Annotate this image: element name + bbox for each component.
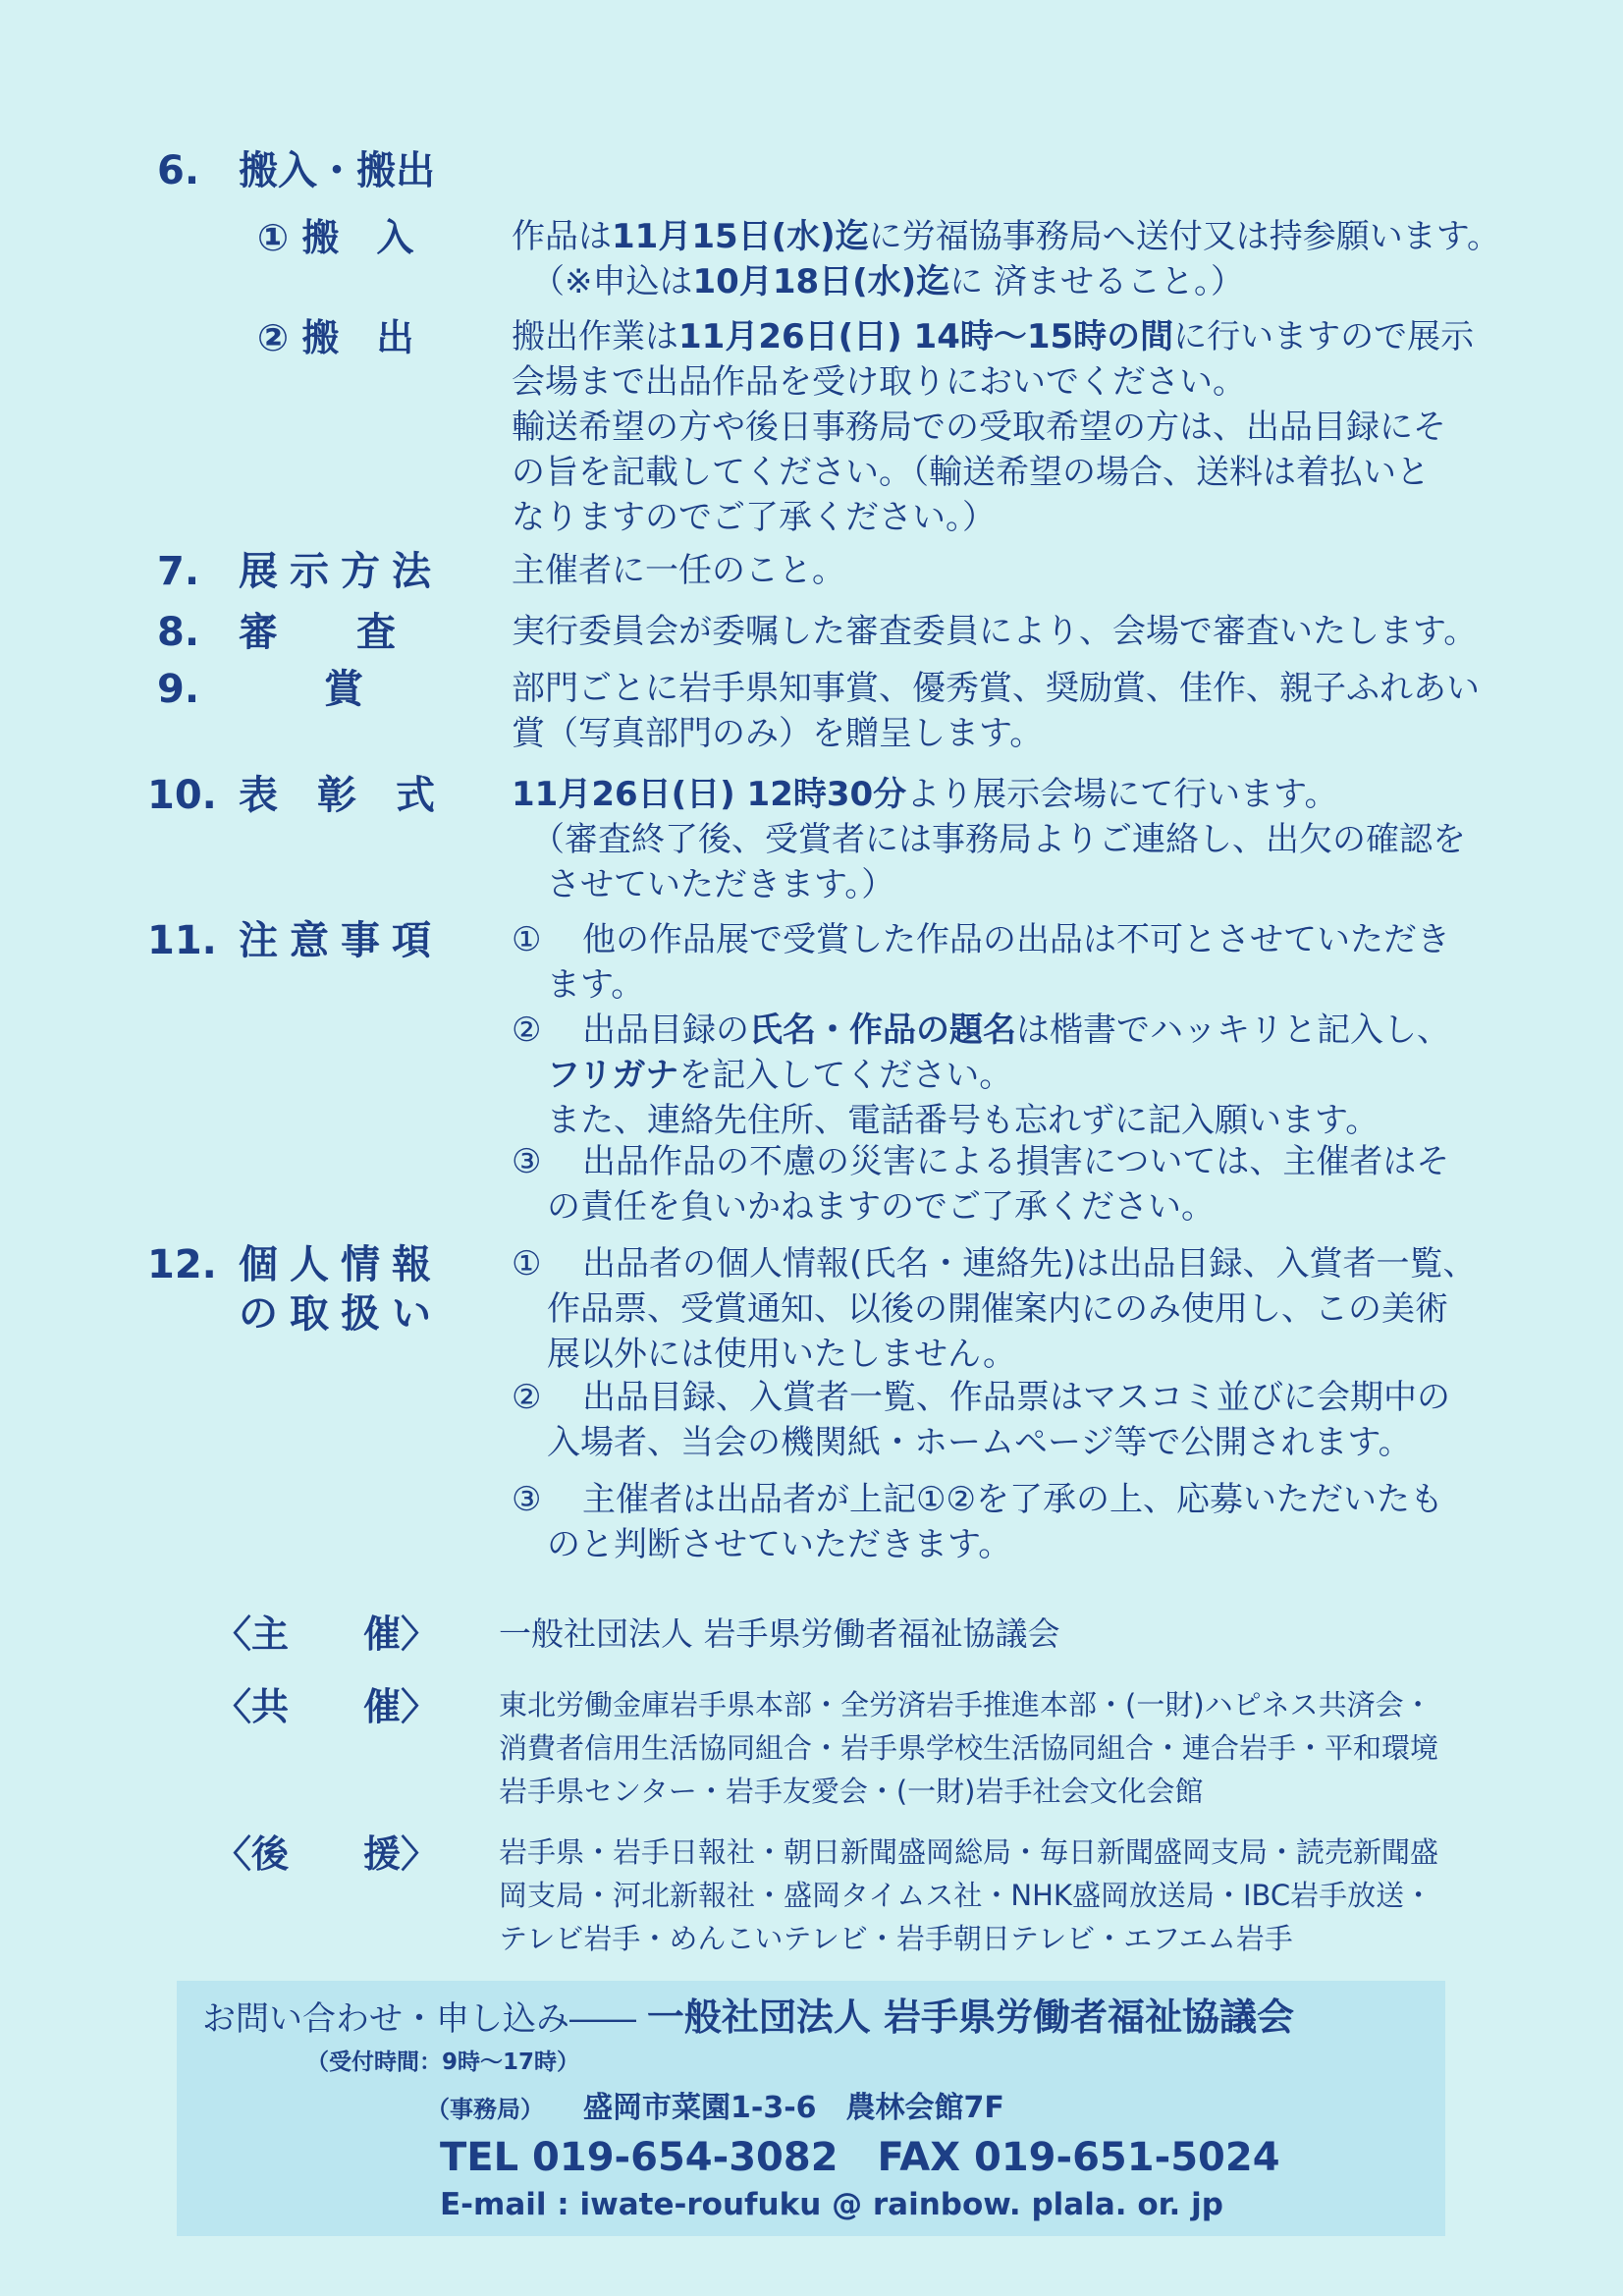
note-11-2-text: 出品目録の氏名・作品の題名は楷書でハッキリと記入し、 フリガナを記入してください。 また、連絡先住所、電話番号も忘れずに記入願います。 [547,1011,1450,1140]
note-12-1-mark: ① [512,1244,542,1284]
cohost-label: 〈共 催〉 [214,1685,439,1728]
note-11-3-text: 出品作品の不慮の災害による損害については、主催者はそ の責任を負いかねますのでご了承ください。 [547,1142,1450,1227]
carry-out-label: ② 搬 出 [257,316,414,359]
host-text: 一般社団法人 岩手県労働者福祉協議会 [499,1614,1060,1653]
section-8-title: 審 査 [239,610,396,655]
note-11-2-mark: ② [512,1011,542,1050]
carry-out-text: 搬出作業は11月26日(日) 14時～15時の間に行いますので展示 会場まで出品作品を受け取りにおいでください。 輸送希望の方や後日事務局での受取希望の方は、出品目録にそ の旨を記載してください。（輸送希望の場合、送料は着払いと なりますのでご了承ください。） [512,317,1475,537]
section-6-number: 6. [157,148,200,193]
carry-in-label: ① 搬 入 [257,216,414,259]
section-11-title: 注意事項 [239,918,443,963]
section-7-number: 7. [157,549,200,594]
contact-box [177,1981,1445,2236]
note-11-1-text: 他の作品展で受賞した作品の出品は不可とさせていただき ます。 [547,920,1450,1005]
contact-hours: （受付時間：9時～17時） [306,2050,580,2075]
contact-email: E-mail : iwate-roufuku @ rainbow. plala. or. jp [440,2187,1223,2222]
note-12-2-mark: ② [512,1378,542,1417]
section-9-text: 部門ごとに岩手県知事賞、優秀賞、奨励賞、佳作、親子ふれあい 賞（写真部門のみ）を贈呈します。 [512,669,1480,753]
section-9-number: 9. [157,667,200,712]
section-8-text: 実行委員会が委嘱した審査委員により、会場で審査いたします。 [512,612,1478,651]
note-11-1-mark: ① [512,920,542,959]
section-11-number: 11. [147,918,217,963]
contact-org: 一般社団法人 岩手県労働者福祉協議会 [646,1995,1295,2039]
note-11-3-mark: ③ [512,1142,542,1181]
note-12-2-text: 出品目録、入賞者一覧、作品票はマスコミ並びに会期中の 入場者、当会の機関紙・ホームページ等で公開されます。 [547,1378,1450,1462]
section-7-title: 展示方法 [239,549,443,594]
contact-heading: お問い合わせ・申し込み―― 一般社団法人 岩手県労働者福祉協議会 [202,1995,1295,2039]
section-12-title-line1: 個人情報 [239,1242,443,1287]
section-9-title: 賞 [324,667,363,712]
contact-phone-fax: TEL 019-654-3082 FAX 019-651-5024 [440,2135,1280,2180]
section-12-number: 12. [147,1242,217,1287]
section-7-text: 主催者に一任のこと。 [512,551,845,590]
support-label: 〈後 援〉 [214,1832,439,1876]
contact-address: （事務局） 盛岡市菜園1-3-6 農林会館7F [426,2091,1004,2125]
section-6-title: 搬入・搬出 [239,148,435,193]
section-10-title: 表彰式 [239,773,474,818]
section-12-title-line2: の取扱い [239,1291,443,1337]
section-10-number: 10. [147,773,217,818]
host-label: 〈主 催〉 [214,1613,439,1656]
note-12-1-text: 出品者の個人情報(氏名・連絡先)は出品目録、入賞者一覧、 作品票、受賞通知、以後の開催案内にのみ使用し、この美術 展以外には使用いたしません。 [547,1244,1477,1374]
note-12-3-text: 主催者は出品者が上記①②を了承の上、応募いただいたも のと判断させていただきます。 [547,1480,1443,1564]
note-12-3-mark: ③ [512,1480,542,1519]
section-10-text: 11月26日(日) 12時30分より展示会場にて行います。 （審査終了後、受賞者には事務局よりご連絡し、出欠の確認を させていただきます。） [512,775,1466,904]
carry-in-text: 作品は11月15日(水)迄に労福協事務局へ送付又は持参願います。 （※申込は10月18日(水)迄に 済ませること。） [512,217,1500,301]
section-8-number: 8. [157,610,200,655]
support-text: 岩手県・岩手日報社・朝日新聞盛岡総局・毎日新聞盛岡支局・読売新聞盛 岡支局・河北新報社・盛岡タイムス社・NHK盛岡放送局・IBC岩手放送・ テレビ岩手・めんこいテレビ・岩手朝日テレビ・エフエム岩手 [499,1835,1439,1955]
cohost-text: 東北労働金庫岩手県本部・全労済岩手推進本部・(一財)ハピネス共済会・ 消費者信用生活協同組合・岩手県学校生活協同組合・連合岩手・平和環境 岩手県センター・岩手友愛会・(一財)岩手社会文化会館 [499,1688,1439,1808]
office-label: （事務局） [426,2096,544,2123]
